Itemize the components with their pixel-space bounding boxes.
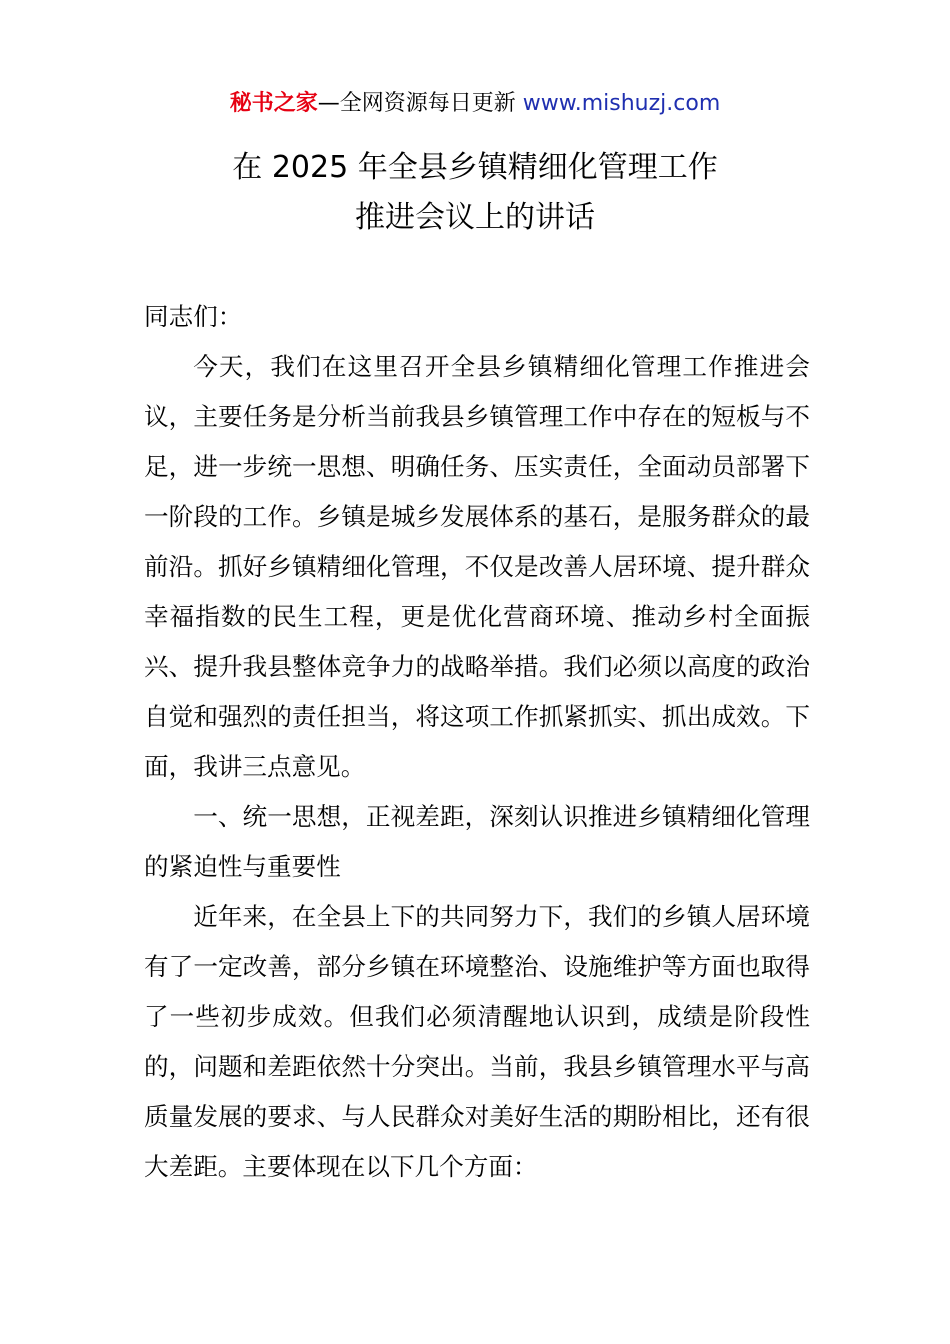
paragraph-intro: 今天，我们在这里召开全县乡镇精细化管理工作推进会议，主要任务是分析当前我县乡镇管理工作中存在的短板与不足，进一步统一思想、明确任务、压实责任，全面动员部署下一阶段的工作。乡镇是城乡发展体系的基石，是服务群众的最前沿。抓好乡镇精细化管理，不仅是改善人居环境、提升群众幸福指数的民生工程，更是优化营商环境、推动乡村全面振兴、提升我县整体竞争力的战略举措。我们必须以高度的政治自觉和强烈的责任担当，将这项工作抓紧抓实、抓出成效。下面，我讲三点意见。 — [144, 352, 810, 781]
section-heading-1: 一、统一思想，正视差距，深刻认识推进乡镇精细化管理的紧迫性与重要性 — [144, 802, 810, 881]
site-header — [0, 88, 950, 120]
document-title-line-1: 在 2025 年全县乡镇精细化管理工作 — [232, 150, 718, 185]
site-tagline: —全网资源每日更新 — [317, 91, 523, 116]
salutation: 同志们： — [144, 302, 243, 331]
document-body — [144, 292, 810, 1192]
paragraph-section-1: 近年来，在全县上下的共同努力下，我们的乡镇人居环境有了一定改善，部分乡镇在环境整治、设施维护等方面也取得了一些初步成效。但我们必须清醒地认识到，成绩是阶段性的，问题和差距依然十分突出。当前，我县乡镇管理水平与高质量发展的要求、与人民群众对美好生活的期盼相比，还有很大差距。主要体现在以下几个方面： — [144, 902, 810, 1181]
document-title-line-2: 推进会议上的讲话 — [355, 200, 595, 235]
site-brand: 秘书之家 — [229, 91, 318, 116]
site-url-link[interactable]: www.mishuzj.com — [522, 91, 721, 116]
